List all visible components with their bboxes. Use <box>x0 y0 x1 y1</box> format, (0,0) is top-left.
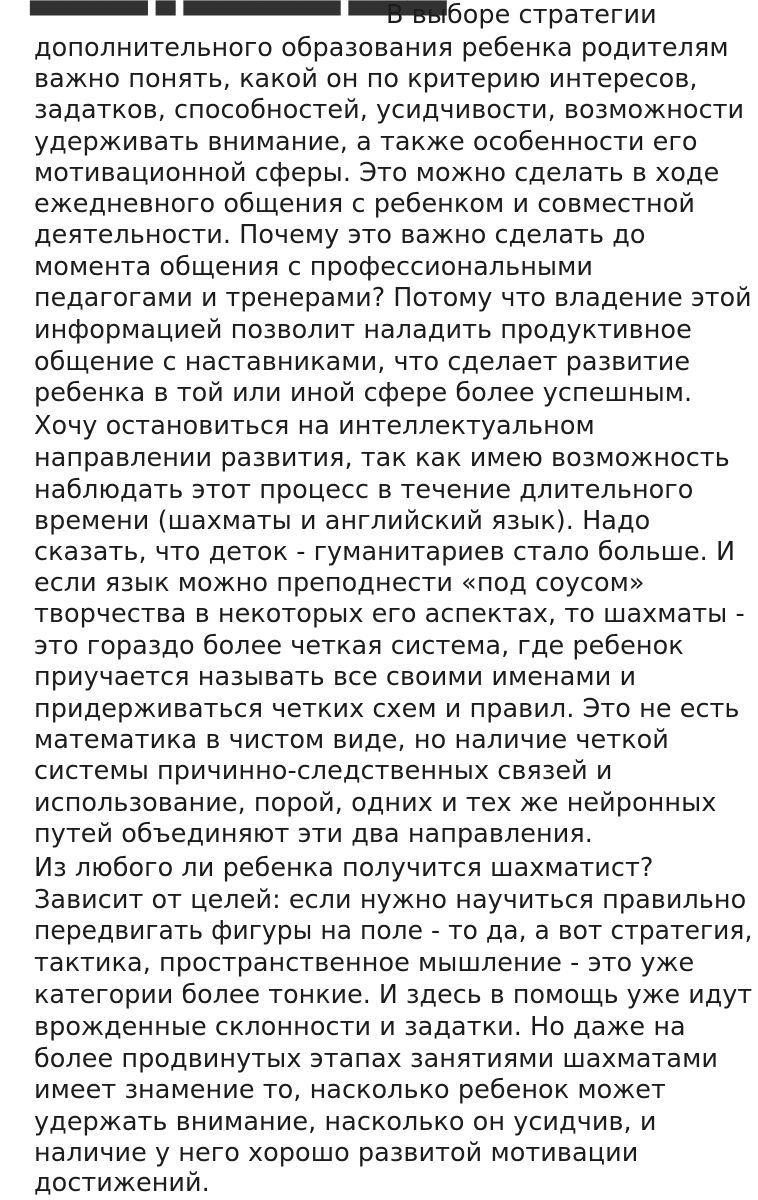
text-line: передвигать фигуры на поле - то да, а вот стратегия, <box>34 916 753 946</box>
text-line: времени (шахматы и английский язык). Надо <box>34 506 651 536</box>
text-line: деятельности. Почему это важно сделать до <box>34 220 646 250</box>
text-line: направлении развития, так как имею возможность <box>34 443 730 473</box>
text-line: ежедневного общения с ребенком и совместной <box>34 189 696 219</box>
text-line: удерживать внимание, а также особенности его <box>34 127 698 157</box>
text-line: ребенка в той или иной сфере более успешным. <box>34 378 693 408</box>
text-line: придерживаться четких схем и правил. Это не есть <box>34 694 740 724</box>
text-line: категории более тонкие. И здесь в помощь уже идут <box>34 980 753 1010</box>
text-line: творчества в некоторых его аспектах, то шахматы - <box>34 599 745 629</box>
text-line: сказать, что деток - гуманитариев стало больше. И <box>34 537 736 567</box>
text-line: Хочу остановиться на интеллектуальном <box>34 411 595 441</box>
text-line: использование, порой, одних и тех же нейронных <box>34 788 717 818</box>
text-line: наличие у него хорошо развитой мотивации <box>34 1138 639 1168</box>
text-line: Зависит от целей: если нужно научиться правильно <box>34 885 747 915</box>
text-line: педагогами и тренерами? Потому что владение этой <box>34 283 752 313</box>
text-line: информацией позволит наладить продуктивное <box>34 315 692 345</box>
cutoff-text-fragment: ▄▄▄▄▄▄ ▄ ▄▄▄▄▄▄▄▄ ▄▄▄▄▄ <box>30 0 447 16</box>
text-line: момента общения с профессиональными <box>34 252 594 282</box>
text-line: путей объединяют эти два направления. <box>34 819 593 849</box>
text-line: общение с наставниками, что сделает развитие <box>34 347 691 377</box>
text-line: это гораздо более четкая система, где ребенок <box>34 631 684 661</box>
text-line: Из любого ли ребенка получится шахматист? <box>34 853 654 883</box>
text-line: достижений. <box>34 1168 210 1198</box>
text-line: если язык можно преподнести «под соусом» <box>34 568 645 598</box>
text-line: удержать внимание, насколько он усидчив, и <box>34 1107 657 1137</box>
text-line: В выборе стратегии <box>386 0 657 30</box>
text-line: врожденные склонности и задатки. Но даже на <box>34 1012 686 1042</box>
text-line: важно понять, какой он по критерию интересов, <box>34 64 698 94</box>
text-line: дополнительного образования ребенка родителям <box>34 33 729 63</box>
text-line: задатков, способностей, усидчивости, возможности <box>34 95 745 125</box>
text-line: системы причинно-следственных связей и <box>34 756 613 786</box>
text-line: наблюдать этот процесс в течение длительного <box>34 475 694 505</box>
text-line: имеет знамение то, насколько ребенок может <box>34 1075 666 1105</box>
text-line: приучается называть все своими именами и <box>34 662 637 692</box>
text-line: мотивационной сферы. Это можно сделать в ходе <box>34 158 720 188</box>
text-line: тактика, пространственное мышление - это уже <box>34 948 695 978</box>
text-line: математика в чистом виде, но наличие четкой <box>34 725 669 755</box>
text-line: более продвинутых этапах занятиями шахматами <box>34 1044 719 1074</box>
